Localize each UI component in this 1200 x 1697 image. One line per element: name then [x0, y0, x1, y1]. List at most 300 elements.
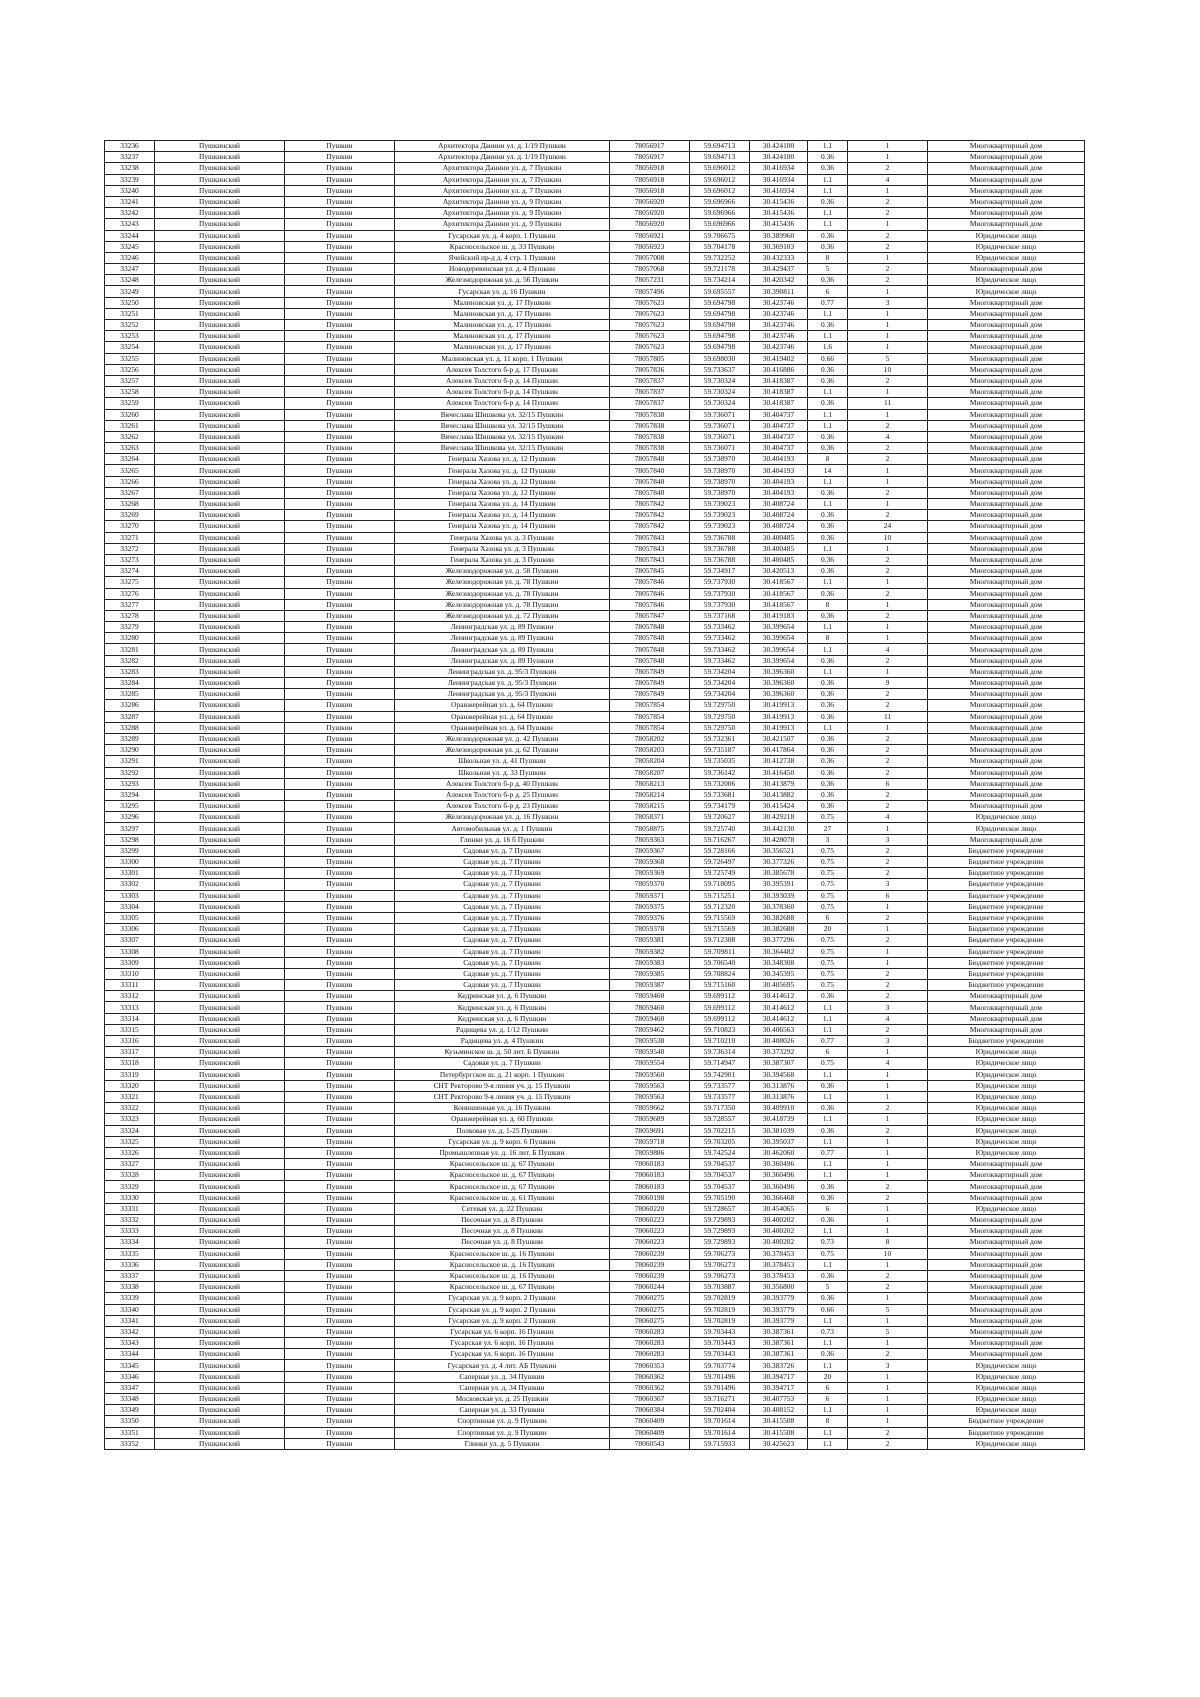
table-row — [105, 868, 1085, 879]
cell-address: Гусарская ул. д. 4 корп. 1 Пушкин — [395, 230, 610, 241]
cell-volume: 1.1 — [808, 1136, 848, 1147]
cell-lat: 59.694798 — [690, 331, 750, 342]
cell-type: Многоквартирный дом — [928, 722, 1085, 733]
cell-code: 78057008 — [610, 252, 690, 263]
cell-lon: 30.423746 — [750, 308, 808, 319]
cell-id: 33348 — [105, 1394, 155, 1405]
cell-id: 33236 — [105, 141, 155, 152]
cell-id: 33283 — [105, 666, 155, 677]
cell-type: Многоквартирный дом — [928, 1293, 1085, 1304]
cell-address: Железнодорожная ул. д. 42 Пушкин — [395, 733, 610, 744]
cell-count: 1 — [848, 946, 928, 957]
cell-lat: 59.715569 — [690, 924, 750, 935]
cell-code: 78059381 — [610, 935, 690, 946]
cell-city: Пушкин — [285, 1181, 395, 1192]
cell-count: 10 — [848, 532, 928, 543]
cell-volume: 8 — [808, 599, 848, 610]
cell-count: 4 — [848, 1013, 928, 1024]
cell-code: 78059387 — [610, 980, 690, 991]
cell-volume: 0.36 — [808, 510, 848, 521]
table-row — [105, 431, 1085, 442]
cell-city: Пушкин — [285, 1248, 395, 1259]
cell-volume: 0.75 — [808, 879, 848, 890]
records-table-body — [105, 141, 1085, 1450]
cell-lat: 59.733462 — [690, 633, 750, 644]
cell-city: Пушкин — [285, 196, 395, 207]
cell-district: Пушкинский — [155, 577, 285, 588]
cell-code: 78056918 — [610, 163, 690, 174]
cell-district: Пушкинский — [155, 1394, 285, 1405]
cell-lon: 30.415508 — [750, 1427, 808, 1438]
cell-district: Пушкинский — [155, 722, 285, 733]
cell-lon: 30.399654 — [750, 633, 808, 644]
cell-district: Пушкинский — [155, 208, 285, 219]
cell-city: Пушкин — [285, 1114, 395, 1125]
cell-volume: 1.1 — [808, 1091, 848, 1102]
cell-city: Пушкин — [285, 1226, 395, 1237]
cell-lat: 59.694713 — [690, 152, 750, 163]
cell-type: Бюджетное учреждение — [928, 946, 1085, 957]
cell-lon: 30.414612 — [750, 991, 808, 1002]
cell-count: 2 — [848, 1103, 928, 1114]
cell-city: Пушкин — [285, 499, 395, 510]
cell-code: 78057837 — [610, 398, 690, 409]
cell-type: Многоквартирный дом — [928, 834, 1085, 845]
cell-district: Пушкинский — [155, 622, 285, 633]
cell-type: Многоквартирный дом — [928, 733, 1085, 744]
cell-lon: 30.418387 — [750, 387, 808, 398]
cell-volume: 1.1 — [808, 1024, 848, 1035]
cell-district: Пушкинский — [155, 1405, 285, 1416]
cell-count: 4 — [848, 1058, 928, 1069]
cell-volume: 0.36 — [808, 711, 848, 722]
cell-volume: 1.1 — [808, 1338, 848, 1349]
cell-district: Пушкинский — [155, 901, 285, 912]
cell-lat: 59.699112 — [690, 1013, 750, 1024]
cell-city: Пушкин — [285, 476, 395, 487]
cell-address: Глинки ул. д. 5 Пушкин — [395, 1438, 610, 1449]
cell-lon: 30.400202 — [750, 1226, 808, 1237]
cell-code: 78060223 — [610, 1237, 690, 1248]
cell-code: 78057838 — [610, 420, 690, 431]
table-row — [105, 1338, 1085, 1349]
cell-district: Пушкинский — [155, 1069, 285, 1080]
cell-type: Многоквартирный дом — [928, 655, 1085, 666]
cell-count: 1 — [848, 1382, 928, 1393]
cell-address: Алексея Толстого б-р д. 17 Пушкин — [395, 364, 610, 375]
cell-city: Пушкин — [285, 756, 395, 767]
cell-id: 33277 — [105, 599, 155, 610]
cell-count: 1 — [848, 543, 928, 554]
cell-volume: 0.75 — [808, 935, 848, 946]
cell-district: Пушкинский — [155, 1002, 285, 1013]
cell-city: Пушкин — [285, 375, 395, 386]
cell-city: Пушкин — [285, 1058, 395, 1069]
cell-code: 78059560 — [610, 1069, 690, 1080]
cell-type: Юридическое лицо — [928, 823, 1085, 834]
cell-lon: 30.404737 — [750, 431, 808, 442]
cell-address: Гусарская ул. 6 корп. 16 Пушкин — [395, 1326, 610, 1337]
cell-lat: 59.737930 — [690, 577, 750, 588]
cell-type: Многоквартирный дом — [928, 700, 1085, 711]
cell-code: 78057842 — [610, 510, 690, 521]
cell-city: Пушкин — [285, 1080, 395, 1091]
table-row — [105, 1181, 1085, 1192]
cell-district: Пушкинский — [155, 1024, 285, 1035]
table-row — [105, 476, 1085, 487]
cell-id: 33316 — [105, 1036, 155, 1047]
cell-id: 33326 — [105, 1147, 155, 1158]
cell-lat: 59.704537 — [690, 1170, 750, 1181]
cell-code: 78060223 — [610, 1215, 690, 1226]
cell-count: 5 — [848, 1326, 928, 1337]
cell-district: Пушкинский — [155, 331, 285, 342]
cell-code: 78060183 — [610, 1181, 690, 1192]
cell-type: Юридическое лицо — [928, 812, 1085, 823]
cell-lon: 30.393779 — [750, 1293, 808, 1304]
table-row — [105, 834, 1085, 845]
cell-code: 78059886 — [610, 1147, 690, 1158]
table-row — [105, 353, 1085, 364]
table-row — [105, 364, 1085, 375]
cell-address: Садовая ул. д. 7 Пушкин — [395, 857, 610, 868]
cell-lon: 30.416886 — [750, 364, 808, 375]
cell-address: Садовая ул. д. 7 Пушкин — [395, 912, 610, 923]
cell-type: Юридическое лицо — [928, 241, 1085, 252]
cell-count: 1 — [848, 577, 928, 588]
cell-address: Песочная ул. д. 8 Пушкин — [395, 1215, 610, 1226]
table-row — [105, 700, 1085, 711]
table-row — [105, 1259, 1085, 1270]
table-row — [105, 1293, 1085, 1304]
cell-id: 33315 — [105, 1024, 155, 1035]
cell-id: 33291 — [105, 756, 155, 767]
cell-city: Пушкин — [285, 845, 395, 856]
cell-volume: 1.1 — [808, 308, 848, 319]
table-row — [105, 398, 1085, 409]
cell-type: Юридическое лицо — [928, 1438, 1085, 1449]
cell-type: Многоквартирный дом — [928, 185, 1085, 196]
cell-lat: 59.715569 — [690, 912, 750, 923]
cell-district: Пушкинский — [155, 1293, 285, 1304]
cell-code: 78057848 — [610, 633, 690, 644]
cell-type: Бюджетное учреждение — [928, 1427, 1085, 1438]
cell-volume: 1.1 — [808, 1259, 848, 1270]
cell-type: Многоквартирный дом — [928, 1304, 1085, 1315]
cell-type: Многоквартирный дом — [928, 487, 1085, 498]
table-row — [105, 857, 1085, 868]
cell-count: 2 — [848, 196, 928, 207]
cell-lat: 59.710823 — [690, 1024, 750, 1035]
cell-code: 78060198 — [610, 1192, 690, 1203]
cell-city: Пушкин — [285, 644, 395, 655]
cell-lon: 30.418387 — [750, 375, 808, 386]
cell-city: Пушкин — [285, 1293, 395, 1304]
cell-code: 78058214 — [610, 789, 690, 800]
cell-address: Железнодорожная ул. д. 56 Пушкин — [395, 275, 610, 286]
cell-lat: 59.703443 — [690, 1338, 750, 1349]
cell-city: Пушкин — [285, 812, 395, 823]
cell-city: Пушкин — [285, 431, 395, 442]
table-row — [105, 1438, 1085, 1449]
cell-id: 33250 — [105, 297, 155, 308]
cell-lat: 59.736071 — [690, 420, 750, 431]
cell-district: Пушкинский — [155, 1215, 285, 1226]
cell-city: Пушкин — [285, 1237, 395, 1248]
cell-volume: 0.36 — [808, 1181, 848, 1192]
cell-id: 33271 — [105, 532, 155, 543]
cell-address: Гусарская ул. 6 корп. 16 Пушкин — [395, 1338, 610, 1349]
cell-id: 33264 — [105, 454, 155, 465]
cell-lon: 30.404737 — [750, 443, 808, 454]
cell-type: Многоквартирный дом — [928, 331, 1085, 342]
cell-count: 1 — [848, 409, 928, 420]
cell-id: 33339 — [105, 1293, 155, 1304]
cell-district: Пушкинский — [155, 946, 285, 957]
cell-type: Бюджетное учреждение — [928, 968, 1085, 979]
cell-id: 33318 — [105, 1058, 155, 1069]
cell-address: Песочная ул. д. 8 Пушкин — [395, 1237, 610, 1248]
cell-id: 33252 — [105, 320, 155, 331]
cell-count: 1 — [848, 1226, 928, 1237]
cell-volume: 0.36 — [808, 1293, 848, 1304]
cell-count: 1 — [848, 599, 928, 610]
cell-type: Многоквартирный дом — [928, 353, 1085, 364]
cell-lon: 30.404193 — [750, 454, 808, 465]
cell-address: Ленинградская ул. д. 89 Пушкин — [395, 644, 610, 655]
cell-type: Многоквартирный дом — [928, 1248, 1085, 1259]
cell-district: Пушкинский — [155, 1170, 285, 1181]
cell-count: 2 — [848, 857, 928, 868]
table-row — [105, 1416, 1085, 1427]
cell-lat: 59.701496 — [690, 1382, 750, 1393]
cell-district: Пушкинский — [155, 1282, 285, 1293]
table-row — [105, 845, 1085, 856]
cell-code: 78060543 — [610, 1438, 690, 1449]
cell-address: Саперная ул. д. 33 Пушкин — [395, 1405, 610, 1416]
cell-lat: 59.733577 — [690, 1080, 750, 1091]
cell-district: Пушкинский — [155, 1125, 285, 1136]
cell-volume: 0.36 — [808, 241, 848, 252]
cell-count: 1 — [848, 1416, 928, 1427]
cell-district: Пушкинский — [155, 499, 285, 510]
table-row — [105, 1024, 1085, 1035]
cell-address: Архитектора Данини ул. д. 1/19 Пушкин — [395, 141, 610, 152]
cell-address: Архитектора Данини ул. д. 7 Пушкин — [395, 174, 610, 185]
cell-city: Пушкин — [285, 801, 395, 812]
cell-id: 33274 — [105, 566, 155, 577]
cell-type: Многоквартирный дом — [928, 510, 1085, 521]
cell-lat: 59.733462 — [690, 644, 750, 655]
cell-id: 33238 — [105, 163, 155, 174]
cell-count: 1 — [848, 219, 928, 230]
cell-city: Пушкин — [285, 588, 395, 599]
cell-address: Железнодорожная ул. д. 78 Пушкин — [395, 588, 610, 599]
cell-city: Пушкин — [285, 868, 395, 879]
cell-id: 33293 — [105, 778, 155, 789]
cell-code: 78059662 — [610, 1103, 690, 1114]
cell-count: 1 — [848, 1315, 928, 1326]
data-sheet — [104, 140, 1084, 1450]
cell-type: Многоквартирный дом — [928, 398, 1085, 409]
cell-lon: 30.393779 — [750, 1304, 808, 1315]
cell-code: 78058875 — [610, 823, 690, 834]
cell-id: 33327 — [105, 1159, 155, 1170]
cell-id: 33303 — [105, 890, 155, 901]
cell-volume: 8 — [808, 252, 848, 263]
cell-code: 78056920 — [610, 219, 690, 230]
cell-city: Пушкин — [285, 599, 395, 610]
table-row — [105, 286, 1085, 297]
cell-volume: 0.75 — [808, 968, 848, 979]
cell-type: Многоквартирный дом — [928, 543, 1085, 554]
cell-code: 78059563 — [610, 1091, 690, 1102]
cell-type: Многоквартирный дом — [928, 1159, 1085, 1170]
cell-code: 78056921 — [610, 230, 690, 241]
cell-address: Гусарская ул. д. 9 корп. 2 Пушкин — [395, 1315, 610, 1326]
cell-lon: 30.381039 — [750, 1125, 808, 1136]
cell-type: Многоквартирный дом — [928, 666, 1085, 677]
table-row — [105, 1405, 1085, 1416]
cell-city: Пушкин — [285, 208, 395, 219]
cell-id: 33345 — [105, 1360, 155, 1371]
cell-volume: 0.36 — [808, 789, 848, 800]
cell-lat: 59.734204 — [690, 689, 750, 700]
cell-lat: 59.698030 — [690, 353, 750, 364]
cell-lat: 59.739023 — [690, 521, 750, 532]
cell-lat: 59.736071 — [690, 409, 750, 420]
cell-code: 78056917 — [610, 141, 690, 152]
cell-city: Пушкин — [285, 968, 395, 979]
cell-code: 78059370 — [610, 879, 690, 890]
cell-address: Садовая ул. д. 7 Пушкин — [395, 946, 610, 957]
cell-type: Многоквартирный дом — [928, 1237, 1085, 1248]
cell-district: Пушкинский — [155, 320, 285, 331]
cell-volume: 0.36 — [808, 320, 848, 331]
cell-id: 33325 — [105, 1136, 155, 1147]
cell-district: Пушкинский — [155, 1338, 285, 1349]
table-row — [105, 532, 1085, 543]
cell-address: Садовая ул. д. 7 Пушкин — [395, 845, 610, 856]
cell-lon: 30.369103 — [750, 241, 808, 252]
cell-code: 78056920 — [610, 208, 690, 219]
table-row — [105, 1013, 1085, 1024]
cell-lon: 30.313876 — [750, 1080, 808, 1091]
cell-type: Бюджетное учреждение — [928, 890, 1085, 901]
cell-code: 78059460 — [610, 1002, 690, 1013]
cell-city: Пушкин — [285, 163, 395, 174]
cell-code: 78057840 — [610, 476, 690, 487]
cell-code: 78059367 — [610, 845, 690, 856]
cell-district: Пушкинский — [155, 465, 285, 476]
cell-id: 33321 — [105, 1091, 155, 1102]
cell-count: 2 — [848, 789, 928, 800]
table-row — [105, 487, 1085, 498]
cell-volume: 1.1 — [808, 499, 848, 510]
cell-count: 2 — [848, 230, 928, 241]
cell-type: Многоквартирный дом — [928, 1024, 1085, 1035]
cell-volume: 0.75 — [808, 957, 848, 968]
cell-type: Многоквартирный дом — [928, 1215, 1085, 1226]
cell-id: 33255 — [105, 353, 155, 364]
cell-lat: 59.734917 — [690, 566, 750, 577]
cell-address: Садовая ул. д. 7 Пушкин — [395, 980, 610, 991]
cell-count: 2 — [848, 655, 928, 666]
cell-type: Многоквартирный дом — [928, 364, 1085, 375]
cell-count: 2 — [848, 1438, 928, 1449]
cell-volume: 1.1 — [808, 1002, 848, 1013]
table-row — [105, 610, 1085, 621]
cell-city: Пушкин — [285, 264, 395, 275]
cell-district: Пушкинский — [155, 1103, 285, 1114]
cell-count: 1 — [848, 476, 928, 487]
cell-type: Многоквартирный дом — [928, 431, 1085, 442]
cell-address: Радищева ул. д. 4 Пушкин — [395, 1036, 610, 1047]
cell-id: 33273 — [105, 554, 155, 565]
cell-code: 78057846 — [610, 599, 690, 610]
cell-type: Многоквартирный дом — [928, 588, 1085, 599]
cell-volume: 1.1 — [808, 722, 848, 733]
cell-city: Пушкин — [285, 185, 395, 196]
cell-address: Генерала Хазова ул. д. 3 Пушкин — [395, 554, 610, 565]
cell-id: 33292 — [105, 767, 155, 778]
cell-type: Многоквартирный дом — [928, 476, 1085, 487]
cell-volume: 1.1 — [808, 577, 848, 588]
cell-count: 1 — [848, 722, 928, 733]
cell-address: Малиновская ул. д. 11 корп. 1 Пушкин — [395, 353, 610, 364]
cell-address: Саперная ул. д. 34 Пушкин — [395, 1371, 610, 1382]
cell-type: Юридическое лицо — [928, 230, 1085, 241]
table-row — [105, 946, 1085, 957]
cell-type: Многоквартирный дом — [928, 409, 1085, 420]
cell-lat: 59.701496 — [690, 1371, 750, 1382]
cell-id: 33313 — [105, 1002, 155, 1013]
cell-code: 78057068 — [610, 264, 690, 275]
cell-count: 2 — [848, 980, 928, 991]
cell-code: 78058213 — [610, 778, 690, 789]
cell-address: Новодеревенская ул. д. 4 Пушкин — [395, 264, 610, 275]
cell-code: 78060283 — [610, 1338, 690, 1349]
table-row — [105, 577, 1085, 588]
cell-count: 1 — [848, 823, 928, 834]
cell-city: Пушкин — [285, 152, 395, 163]
cell-district: Пушкинский — [155, 789, 285, 800]
table-row — [105, 1394, 1085, 1405]
cell-district: Пушкинский — [155, 264, 285, 275]
cell-volume: 27 — [808, 823, 848, 834]
cell-district: Пушкинский — [155, 1259, 285, 1270]
table-row — [105, 387, 1085, 398]
cell-volume: 1.1 — [808, 1170, 848, 1181]
cell-lon: 30.418567 — [750, 577, 808, 588]
cell-code: 78059460 — [610, 1013, 690, 1024]
table-row — [105, 163, 1085, 174]
cell-district: Пушкинский — [155, 1036, 285, 1047]
table-row — [105, 465, 1085, 476]
cell-volume: 5 — [808, 1282, 848, 1293]
cell-district: Пушкинский — [155, 398, 285, 409]
cell-id: 33343 — [105, 1338, 155, 1349]
cell-district: Пушкинский — [155, 1416, 285, 1427]
cell-lat: 59.735187 — [690, 745, 750, 756]
cell-id: 33337 — [105, 1270, 155, 1281]
cell-id: 33350 — [105, 1416, 155, 1427]
cell-id: 33245 — [105, 241, 155, 252]
cell-id: 33351 — [105, 1427, 155, 1438]
cell-city: Пушкин — [285, 745, 395, 756]
cell-id: 33306 — [105, 924, 155, 935]
cell-type: Юридическое лицо — [928, 1125, 1085, 1136]
